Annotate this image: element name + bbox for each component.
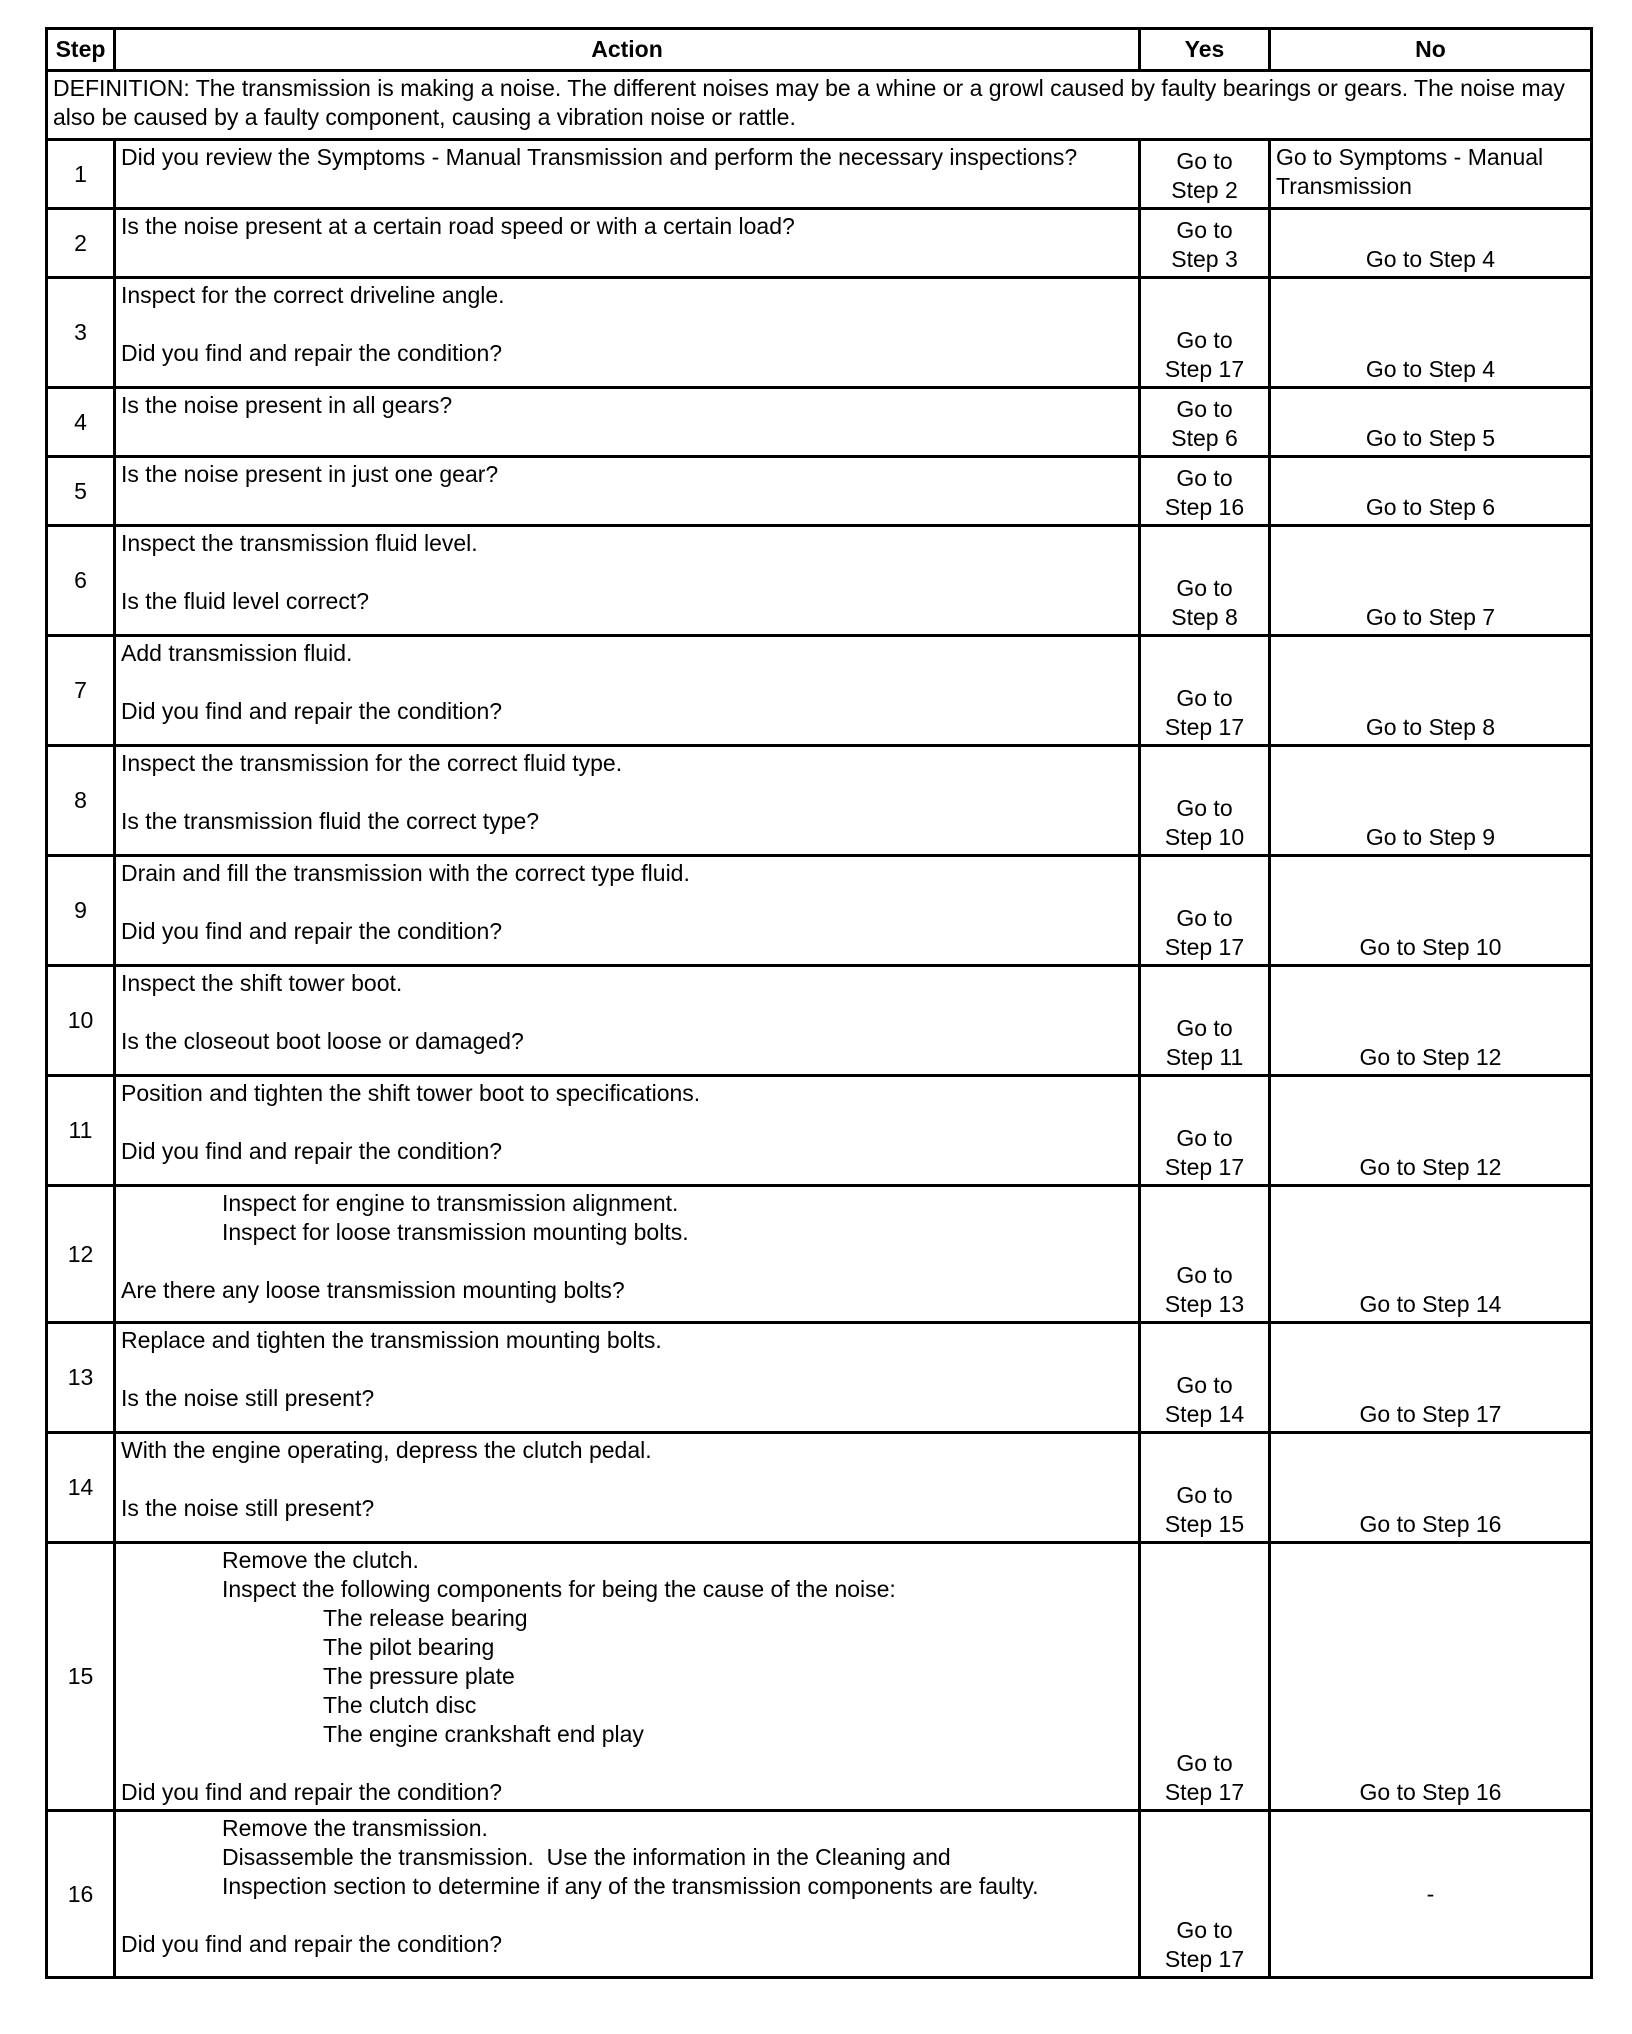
yes-text: Go to: [1176, 148, 1233, 174]
component-item: The pressure plate: [323, 1663, 515, 1689]
spacer: [121, 1108, 1133, 1137]
step-number: 16: [47, 1811, 115, 1978]
action-cell: [115, 526, 1140, 636]
spacer: [121, 1901, 1133, 1930]
yes-cell: [1140, 1811, 1270, 1978]
spacer: [121, 310, 1133, 339]
action-question: Did you find and repair the condition?: [121, 1138, 503, 1164]
action-text: Disassemble the transmission. Use the information in the Cleaning and: [222, 1844, 951, 1870]
yes-text: Go to: [1176, 327, 1233, 353]
yes-text: Step 17: [1164, 356, 1245, 382]
table-row: [47, 636, 1592, 746]
yes-cell: [1140, 746, 1270, 856]
yes-cell: [1140, 526, 1270, 636]
action-cell: [115, 457, 1140, 526]
yes-text: Step 10: [1164, 824, 1245, 850]
yes-text: Go to: [1176, 1917, 1233, 1943]
yes-cell: [1140, 1543, 1270, 1811]
yes-text: Step 15: [1164, 1511, 1245, 1537]
table-row: [47, 388, 1592, 457]
yes-text: Step 11: [1165, 1044, 1244, 1070]
table-row: [47, 1433, 1592, 1543]
action-question: Did you find and repair the condition?: [121, 340, 503, 366]
step-number: 6: [47, 526, 115, 636]
yes-text: Go to: [1176, 396, 1233, 422]
step-number: 11: [47, 1076, 115, 1186]
component-item: The release bearing: [323, 1605, 528, 1631]
yes-text: Go to: [1176, 685, 1233, 711]
yes-cell: [1140, 1323, 1270, 1433]
header-no: No: [1270, 29, 1592, 71]
step-number: 4: [47, 388, 115, 457]
no-cell: Go to Step 6: [1270, 457, 1592, 526]
action-cell: [115, 856, 1140, 966]
action-text: Inspect for the correct driveline angle.: [121, 282, 505, 308]
yes-cell: [1140, 457, 1270, 526]
yes-cell: [1140, 966, 1270, 1076]
table-row: [47, 856, 1592, 966]
yes-cell: [1140, 278, 1270, 388]
yes-cell: [1140, 1186, 1270, 1323]
component-item: The engine crankshaft end play: [323, 1721, 644, 1747]
spacer: [121, 998, 1133, 1027]
action-question: Did you find and repair the condition?: [121, 918, 503, 944]
action-question: Did you find and repair the condition?: [121, 1779, 503, 1805]
component-item: The pilot bearing: [323, 1634, 495, 1660]
action-cell: [115, 140, 1140, 209]
yes-text: Go to: [1176, 575, 1233, 601]
spacer: [121, 778, 1133, 807]
step-number: 2: [47, 209, 115, 278]
no-cell: Go to Step 14: [1270, 1186, 1592, 1323]
action-cell: [115, 1076, 1140, 1186]
action-question: Is the noise still present?: [121, 1495, 375, 1521]
action-cell: [115, 1186, 1140, 1323]
yes-text: Go to: [1176, 1125, 1233, 1151]
action-question: Is the fluid level correct?: [121, 588, 370, 614]
yes-text: Step 13: [1164, 1291, 1245, 1317]
definition-text: DEFINITION: The transmission is making a noise. The different noises may be a whine or a growl caused by faulty bearings or gears. The noise may also be caused by a faulty component, causing a vibration noise or rattle.: [47, 71, 1592, 140]
step-number: 15: [47, 1543, 115, 1811]
table-row: [47, 1323, 1592, 1433]
action-text: Inspect for engine to transmission alignment.: [222, 1190, 679, 1216]
header-row: [47, 29, 1592, 71]
table-row: [47, 1076, 1592, 1186]
yes-text: Go to: [1176, 1015, 1233, 1041]
action-cell: [115, 1811, 1140, 1978]
no-cell: Go to Symptoms - Manual Transmission: [1270, 140, 1592, 209]
yes-text: Step 6: [1171, 425, 1238, 451]
no-cell: Go to Step 10: [1270, 856, 1592, 966]
action-text: Did you review the Symptoms - Manual Transmission and perform the necessary inspections?: [121, 144, 1078, 170]
spacer: [121, 1355, 1133, 1384]
action-text: Inspect the following components for being the cause of the noise:: [222, 1576, 896, 1602]
no-cell: Go to Step 16: [1270, 1543, 1592, 1811]
no-cell: -: [1270, 1811, 1592, 1978]
yes-text: Step 3: [1171, 246, 1238, 272]
table-row: [47, 209, 1592, 278]
step-number: 3: [47, 278, 115, 388]
action-cell: [115, 278, 1140, 388]
action-text: Inspection section to determine if any of the transmission components are faulty.: [222, 1873, 1039, 1899]
yes-text: Step 2: [1171, 177, 1238, 203]
action-text: Replace and tighten the transmission mounting bolts.: [121, 1327, 662, 1353]
action-text: Add transmission fluid.: [121, 640, 353, 666]
yes-text: Step 17: [1164, 1154, 1245, 1180]
action-cell: [115, 388, 1140, 457]
no-cell: Go to Step 4: [1270, 278, 1592, 388]
step-number: 7: [47, 636, 115, 746]
action-text: Inspect the transmission fluid level.: [121, 530, 478, 556]
table-row: [47, 966, 1592, 1076]
no-cell: Go to Step 16: [1270, 1433, 1592, 1543]
step-number: 13: [47, 1323, 115, 1433]
yes-cell: [1140, 140, 1270, 209]
action-cell: [115, 1433, 1140, 1543]
yes-text: Go to: [1176, 1262, 1233, 1288]
yes-text: Go to: [1176, 905, 1233, 931]
diagnostic-table: [45, 27, 1593, 1979]
action-question: Is the transmission fluid the correct type?: [121, 808, 540, 834]
action-cell: [115, 746, 1140, 856]
table-row: [47, 457, 1592, 526]
action-text: Remove the clutch.: [222, 1547, 419, 1573]
action-text: Position and tighten the shift tower boot to specifications.: [121, 1080, 701, 1106]
action-text: Is the noise present in just one gear?: [121, 461, 499, 487]
definition-row: [47, 71, 1592, 140]
yes-text: Step 16: [1164, 494, 1245, 520]
table-row: [47, 746, 1592, 856]
component-item: The clutch disc: [323, 1692, 477, 1718]
table-row: [47, 1811, 1592, 1978]
no-cell: Go to Step 5: [1270, 388, 1592, 457]
action-text: Is the noise present at a certain road speed or with a certain load?: [121, 213, 795, 239]
action-text: Is the noise present in all gears?: [121, 392, 453, 418]
action-cell: [115, 636, 1140, 746]
action-text: Remove the transmission.: [222, 1815, 488, 1841]
yes-text: Go to: [1176, 795, 1233, 821]
action-cell: [115, 209, 1140, 278]
step-number: 10: [47, 966, 115, 1076]
action-cell: [115, 966, 1140, 1076]
yes-text: Step 17: [1164, 1946, 1245, 1972]
no-cell: Go to Step 12: [1270, 966, 1592, 1076]
no-cell: Go to Step 4: [1270, 209, 1592, 278]
action-question: Is the noise still present?: [121, 1385, 375, 1411]
action-text: Inspect the shift tower boot.: [121, 970, 403, 996]
step-number: 5: [47, 457, 115, 526]
yes-cell: [1140, 388, 1270, 457]
action-question: Did you find and repair the condition?: [121, 698, 503, 724]
action-question: Did you find and repair the condition?: [121, 1931, 503, 1957]
yes-cell: [1140, 209, 1270, 278]
table-row: [47, 1186, 1592, 1323]
yes-text: Go to: [1176, 217, 1233, 243]
yes-text: Go to: [1176, 1482, 1233, 1508]
table-row: [47, 140, 1592, 209]
table-row: [47, 278, 1592, 388]
no-cell: Go to Step 9: [1270, 746, 1592, 856]
spacer: [121, 1465, 1133, 1494]
yes-text: Step 14: [1164, 1401, 1245, 1427]
yes-cell: [1140, 856, 1270, 966]
spacer: [121, 668, 1133, 697]
yes-cell: [1140, 1433, 1270, 1543]
action-text: Inspect for loose transmission mounting bolts.: [222, 1219, 689, 1245]
yes-text: Step 17: [1164, 714, 1245, 740]
yes-text: Step 17: [1164, 934, 1245, 960]
spacer: [121, 1247, 1133, 1276]
no-cell: Go to Step 8: [1270, 636, 1592, 746]
action-text: Drain and fill the transmission with the correct type fluid.: [121, 860, 690, 886]
spacer: [121, 1749, 1133, 1778]
yes-cell: [1140, 1076, 1270, 1186]
spacer: [121, 558, 1133, 587]
yes-text: Step 17: [1164, 1779, 1245, 1805]
step-number: 1: [47, 140, 115, 209]
action-question: Is the closeout boot loose or damaged?: [121, 1028, 524, 1054]
table-row: [47, 1543, 1592, 1811]
yes-cell: [1140, 636, 1270, 746]
no-cell: Go to Step 17: [1270, 1323, 1592, 1433]
action-text: Inspect the transmission for the correct fluid type.: [121, 750, 623, 776]
step-number: 9: [47, 856, 115, 966]
yes-text: Go to: [1176, 1750, 1233, 1776]
no-cell: Go to Step 12: [1270, 1076, 1592, 1186]
no-cell: Go to Step 7: [1270, 526, 1592, 636]
step-number: 14: [47, 1433, 115, 1543]
table-row: [47, 526, 1592, 636]
action-cell: [115, 1543, 1140, 1811]
action-text: With the engine operating, depress the clutch pedal.: [121, 1437, 652, 1463]
step-number: 12: [47, 1186, 115, 1323]
header-action: Action: [115, 29, 1140, 71]
yes-text: Step 8: [1171, 604, 1238, 630]
spacer: [121, 888, 1133, 917]
header-step: Step: [47, 29, 115, 71]
header-yes: Yes: [1140, 29, 1270, 71]
action-cell: [115, 1323, 1140, 1433]
step-number: 8: [47, 746, 115, 856]
action-question: Are there any loose transmission mounting bolts?: [121, 1277, 625, 1303]
yes-text: Go to: [1176, 465, 1233, 491]
yes-text: Go to: [1176, 1372, 1233, 1398]
